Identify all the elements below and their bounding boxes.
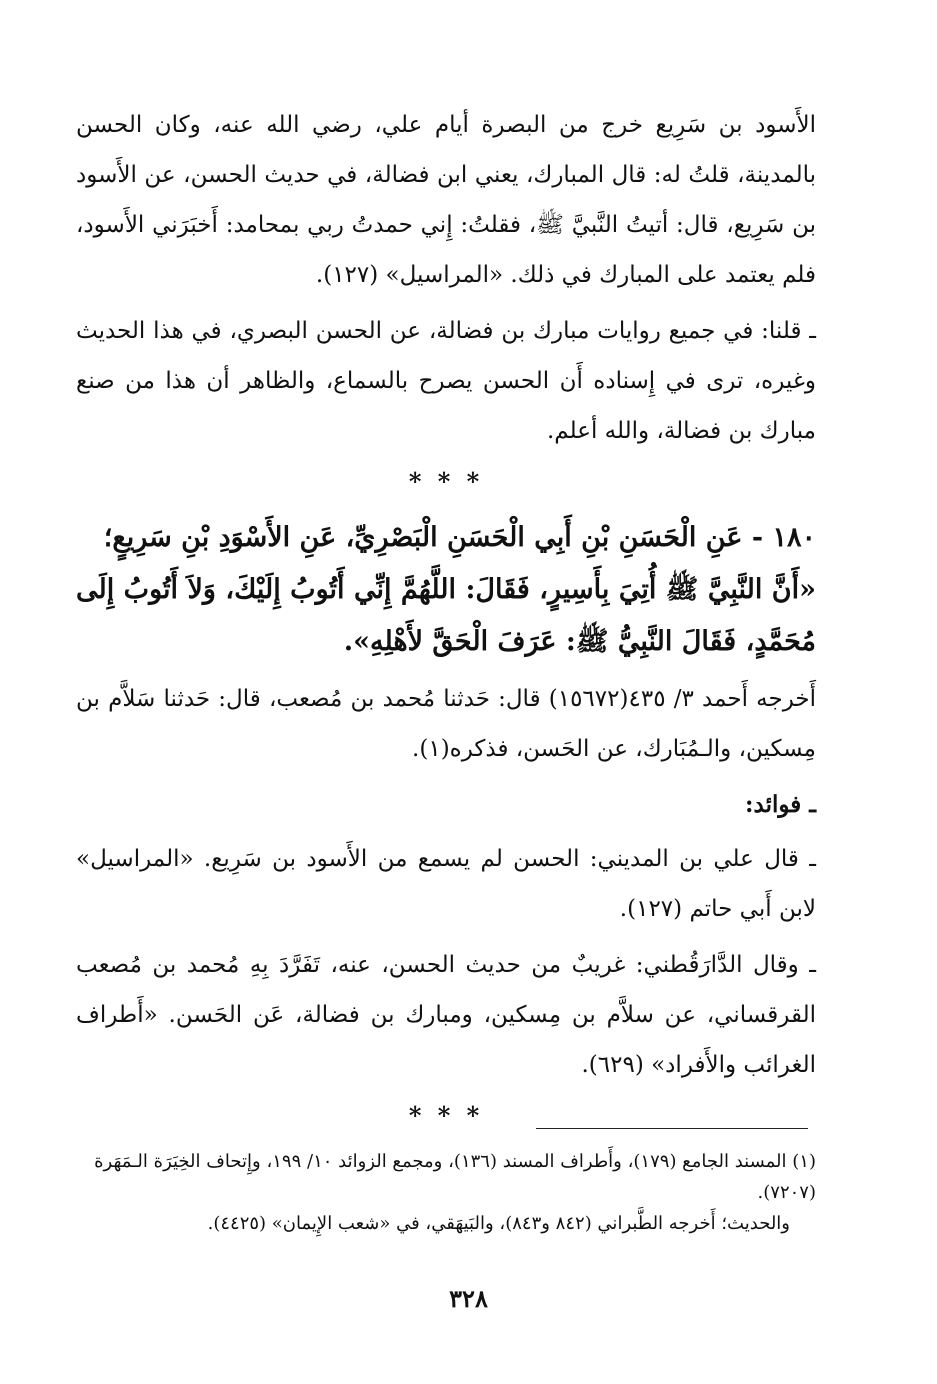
fawaid-heading: ـ فوائد:	[745, 791, 816, 818]
hadith-heading: ١٨٠ - عَنِ الْحَسَنِ بْنِ أَبِي الْحَسَنِ الْبَصْرِيِّ، عَنِ الأَسْوَدِ بْنِ سَرِيعٍ؛	[103, 522, 816, 553]
section-separator: * * *	[408, 467, 484, 496]
page-number: ٣٢٨	[449, 1284, 488, 1313]
footnote-divider	[536, 1128, 808, 1129]
paragraph-2: ـ قلنا: في جميع روايات مبارك بن فضالة، عن الحسن البصري، في هذا الحديث وغيره، ترى في إِسناده أَن الحسن يصرح بالسماع، والظاهر أن هذا من صنع مبارك بن فضالة، والله أعلم.	[76, 318, 816, 444]
footnotes	[76, 1146, 816, 1239]
fawaid-note-2: ـ وقال الدَّارَقُطني: غريبٌ من حديث الحسن، عنه، تَفَرَّدَ بِهِ مُحمد بن مُصعب القرقساني، عن سلاَّم بن مِسكين، ومبارك بن فضالة، عَن الحَسن. «أَطراف الغرائب والأَفراد» (٦٢٩).	[76, 952, 816, 1078]
footnote-1-continuation: والحديث؛ أَخرجه الطَّبراني (٨٤٢ و٨٤٣)، والبَيهَقي، في «شعب الإِيمان» (٤٤٢٥).	[207, 1213, 790, 1234]
footnote-1: (١) المسند الجامع (١٧٩)، وأَطراف المسند (١٣٦)، ومجمع الزوائد ١٠/ ١٩٩، وإِتحاف الخِيَرَة الـمَهَرة (٧٢٠٧).	[94, 1151, 816, 1203]
section-separator-end: * * *	[408, 1101, 484, 1130]
paragraph-1: الأَسود بن سَرِيع خرج من البصرة أيام علي، رضي الله عنه، وكان الحسن بالمدينة، قلتُ له: قال المبارك، يعني ابن فضالة، في حديث الحسن، عن الأَسود بن سَرِيع، قال: أتيتُ النَّبيَّ ﷺ، فقلتُ: إِني حمدتُ ربي بمحامد: أَخبَرَني الأَسود، فلم يعتمد على المبارك في ذلك. «المراسيل» (١٢٧).	[76, 112, 816, 288]
fawaid-note-1: ـ قال علي بن المديني: الحسن لم يسمع من الأَسود بن سَرِيع. «المراسيل» لابن أَبي حاتم (١٢٧).	[76, 846, 816, 922]
main-text	[76, 100, 816, 1146]
takhrij-paragraph: أَخرجه أَحمد ٣/ ٤٣٥(١٥٦٧٢) قال: حَدثنا مُحمد بن مُصعب، قال: حَدثنا سَلاَّم بن مِسكين، والـمُبَارك، عن الحَسن، فذكره(١).	[76, 686, 817, 762]
hadith-text: «أَنَّ النَّبِيَّ ﷺ أُتِيَ بِأَسِيرٍ، فَقَالَ: اللَّهُمَّ إِنِّي أَتُوبُ إِلَيْكَ، وَلاَ أَتُوبُ إِلَى مُحَمَّدٍ، فَقَالَ النَّبِيُّ ﷺ: عَرَفَ الْحَقَّ لأَهْلِهِ».	[76, 574, 816, 657]
